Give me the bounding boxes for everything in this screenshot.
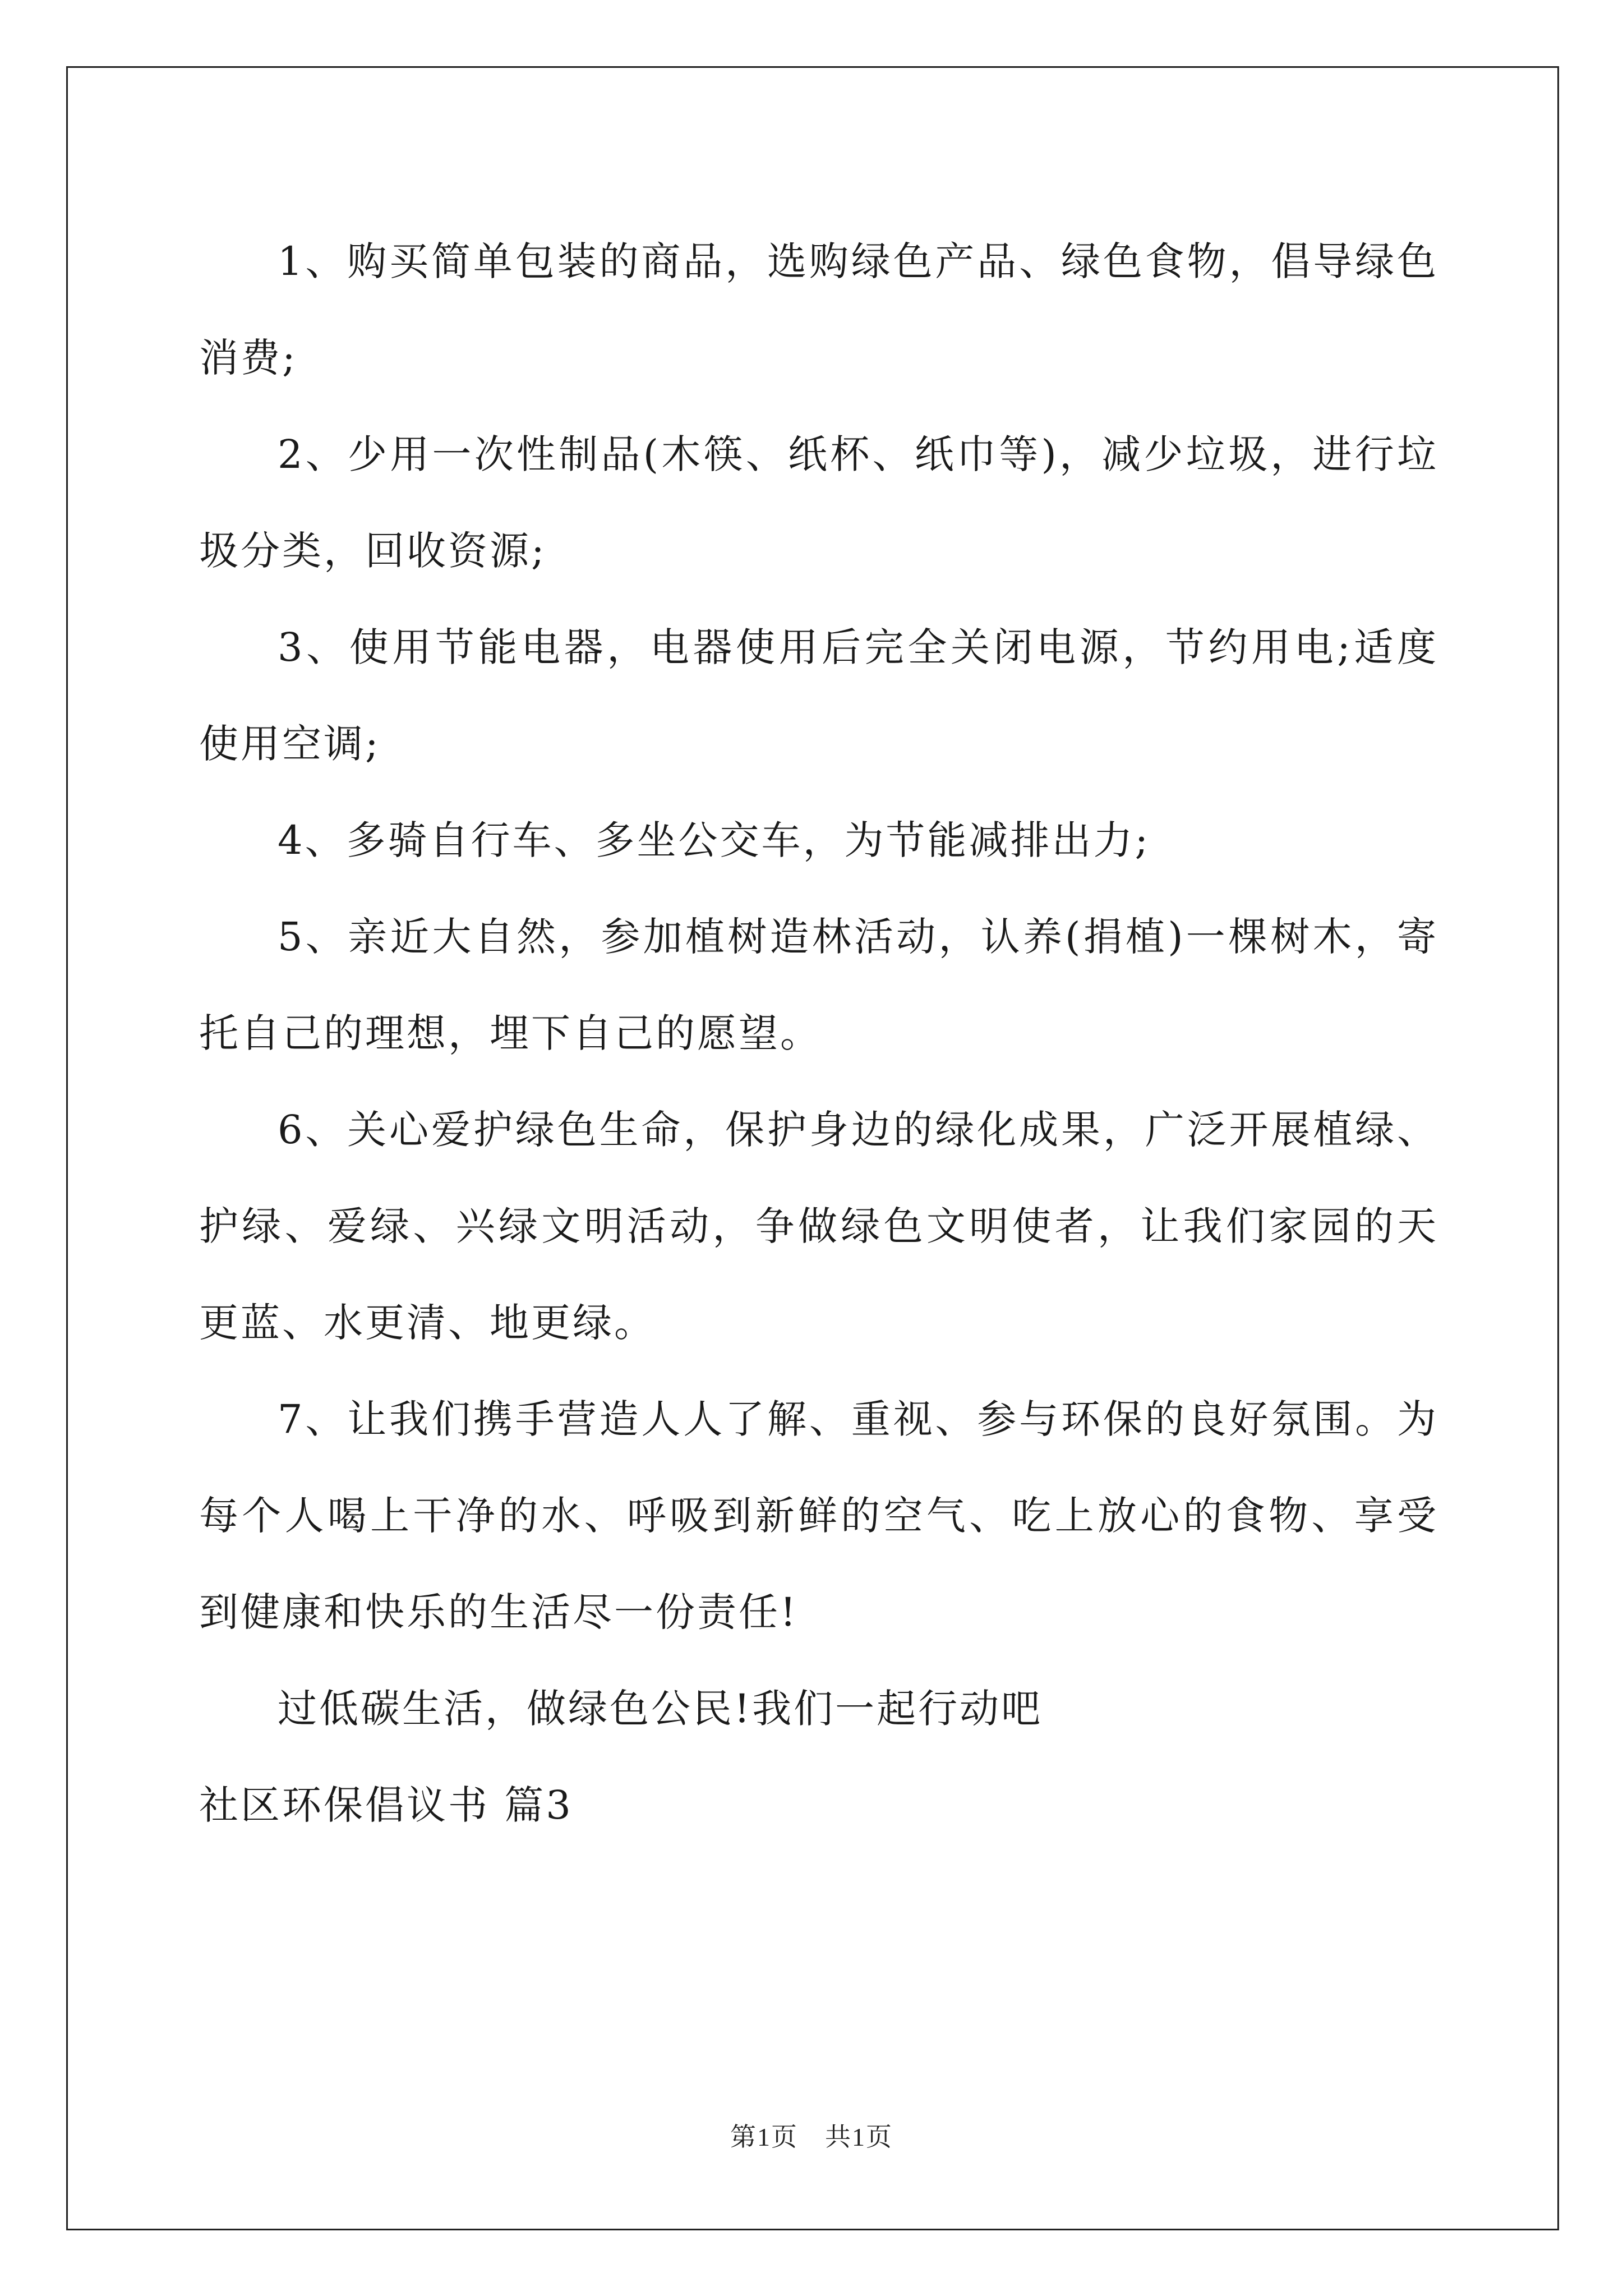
closing-slogan: 过低碳生活，做绿色公民!我们一起行动吧: [278, 1686, 1043, 1732]
paragraph-item-4: 4、多骑自行车、多坐公交车，为节能减排出力;: [278, 817, 1151, 863]
paragraph-item-6: 6、关心爱护绿色生命，保护身边的绿化成果，广泛开展植绿、护绿、爱绿、兴绿文明活动，争做绿色文明使者，让我们家园的天更蓝、水更清、地更绿。: [199, 1107, 1438, 1346]
paragraph-item-1: 1、购买简单包装的商品，选购绿色产品、绿色食物，倡导绿色消费;: [199, 238, 1438, 381]
section-title: 社区环保倡议书 篇3: [199, 1782, 573, 1828]
paragraph-item-5: 5、亲近大自然，参加植树造林活动，认养(捐植)一棵树木，寄托自己的理想，埋下自己的愿望。: [199, 914, 1438, 1056]
paragraph-item-7: 7、让我们携手营造人人了解、重视、参与环保的良好氛围。为每个人喝上干净的水、呼吸到新鲜的空气、吃上放心的食物、享受到健康和快乐的生活尽一份责任!: [199, 1396, 1438, 1635]
document-body: [199, 213, 1438, 1853]
paragraph-item-2: 2、少用一次性制品(木筷、纸杯、纸巾等)，减少垃圾，进行垃圾分类，回收资源;: [199, 431, 1438, 574]
paragraph-item-3: 3、使用节能电器，电器使用后完全关闭电源，节约用电;适度使用空调;: [199, 624, 1438, 767]
page-footer: 第1页 共1页: [730, 2123, 893, 2151]
